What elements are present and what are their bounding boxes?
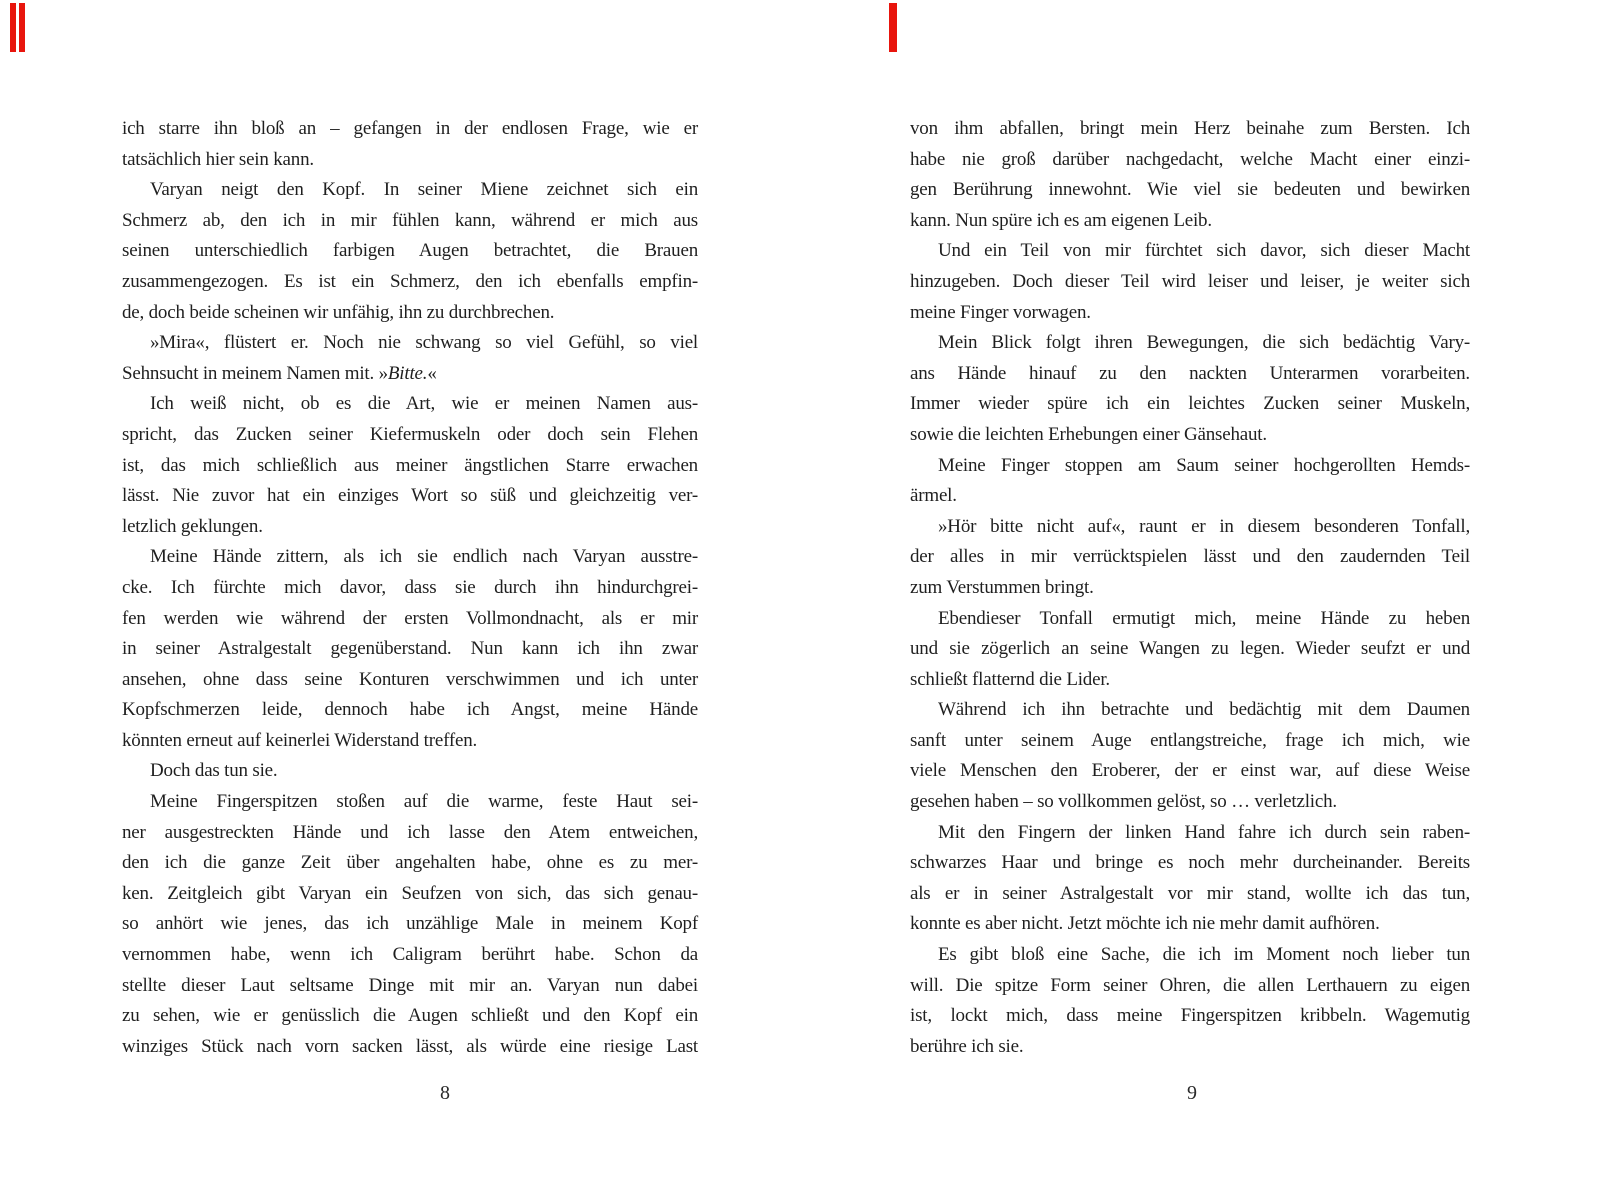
text-segment: und sie zögerlich an seine Wangen zu legen. Wieder seufzt er und xyxy=(910,638,1470,660)
text-segment: gen Berührung innewohnt. Wie viel sie bedeuten und bewirken xyxy=(910,179,1470,201)
text-line xyxy=(910,145,1470,176)
text-segment: schwarzes Haar und bringe es noch mehr durcheinander. Bereits xyxy=(910,852,1470,874)
text-segment: ärmel. xyxy=(910,485,957,507)
text-line xyxy=(910,114,1470,145)
text-line xyxy=(122,573,698,604)
text-line xyxy=(122,420,698,451)
text-segment: könnten erneut auf keinerlei Widerstand treffen. xyxy=(122,729,478,751)
text-segment: gesehen haben – so vollkommen gelöst, so … verletzlich. xyxy=(910,791,1337,813)
text-line xyxy=(122,756,698,787)
text-segment: Sehnsucht in meinem Namen mit. » xyxy=(122,362,388,384)
text-line xyxy=(122,145,698,176)
text-segment: »Hör bitte nicht auf«, raunt er in diesem besonderen Tonfall, xyxy=(938,515,1470,537)
text-segment: sanft unter seinem Auge entlangstreiche, frage ich mich, wie xyxy=(910,729,1470,751)
text-line xyxy=(910,451,1470,482)
text-line xyxy=(122,328,698,359)
text-line xyxy=(910,940,1470,971)
text-line xyxy=(910,726,1470,757)
text-line xyxy=(910,879,1470,910)
text-segment: sowie die leichten Erhebungen einer Gänsehaut. xyxy=(910,423,1267,445)
text-line xyxy=(910,236,1470,267)
text-segment: ken. Zeitgleich gibt Varyan ein Seufzen von sich, das sich genau- xyxy=(122,882,698,904)
text-segment: ich starre ihn bloß an – gefangen in der endlosen Frage, wie er xyxy=(122,118,698,139)
text-segment: der alles in mir verrücktspielen lässt und den zaudernden Teil xyxy=(910,546,1470,568)
text-line xyxy=(910,481,1470,512)
text-segment: Kopfschmerzen leide, dennoch habe ich Angst, meine Hände xyxy=(122,699,698,721)
text-line xyxy=(910,328,1470,359)
text-segment: habe nie groß darüber nachgedacht, welche Macht einer einzi- xyxy=(910,148,1470,170)
text-line xyxy=(122,389,698,420)
text-segment: spricht, das Zucken seiner Kiefermuskeln oder doch sein Flehen xyxy=(122,423,698,445)
text-line xyxy=(122,451,698,482)
text-segment: zusammengezogen. Es ist ein Schmerz, den ich ebenfalls empfin- xyxy=(122,270,698,292)
text-line xyxy=(122,542,698,573)
text-segment: winziges Stück nach vorn sacken lässt, als würde eine riesige Last xyxy=(122,1035,698,1057)
text-line xyxy=(122,695,698,726)
text-segment: ans Hände hinauf zu den nackten Unterarmen vorarbeiten. xyxy=(910,362,1470,384)
text-segment: fen werden wie während der ersten Vollmondnacht, als er mir xyxy=(122,607,698,629)
text-segment: de, doch beide scheinen wir unfähig, ihn zu durchbrechen. xyxy=(122,301,555,323)
text-segment: Ich weiß nicht, ob es die Art, wie er meinen Namen aus- xyxy=(150,393,698,415)
text-segment: stellte dieser Laut seltsame Dinge mit mir an. Varyan nun dabei xyxy=(122,974,698,996)
text-line xyxy=(122,634,698,665)
text-segment: Und ein Teil von mir fürchtet sich davor, sich dieser Macht xyxy=(938,240,1470,262)
text-line xyxy=(910,634,1470,665)
text-line xyxy=(910,787,1470,818)
text-line xyxy=(122,481,698,512)
text-line xyxy=(910,420,1470,451)
text-segment: will. Die spitze Form seiner Ohren, die allen Lerthauern zu eigen xyxy=(910,974,1470,996)
text-line xyxy=(122,909,698,940)
text-line xyxy=(910,206,1470,237)
text-line xyxy=(122,940,698,971)
text-segment: Mein Blick folgt ihren Bewegungen, die sich bedächtig Vary- xyxy=(938,332,1470,354)
text-segment: meine Finger vorwagen. xyxy=(910,301,1091,323)
text-segment: kann. Nun spüre ich es am eigenen Leib. xyxy=(910,209,1212,231)
text-line xyxy=(910,1001,1470,1032)
text-segment: ist, das mich schließlich aus meiner ängstlichen Starre erwachen xyxy=(122,454,698,476)
text-line xyxy=(122,665,698,696)
text-line xyxy=(122,604,698,635)
text-segment: Schmerz ab, den ich in mir fühlen kann, während er mich aus xyxy=(122,209,698,231)
text-segment: ist, lockt mich, dass meine Fingerspitzen kribbeln. Wagemutig xyxy=(910,1005,1470,1027)
text-segment: Ebendieser Tonfall ermutigt mich, meine Hände zu heben xyxy=(938,607,1470,629)
text-line xyxy=(122,1032,698,1063)
text-segment: Während ich ihn betrachte und bedächtig mit dem Daumen xyxy=(938,699,1470,721)
text-segment: Meine Finger stoppen am Saum seiner hochgerollten Hemds- xyxy=(938,454,1470,476)
text-segment: viele Menschen den Eroberer, der er einst war, auf diese Weise xyxy=(910,760,1470,782)
text-line xyxy=(122,971,698,1002)
text-line xyxy=(910,267,1470,298)
text-line xyxy=(122,298,698,329)
text-segment: cke. Ich fürchte mich davor, dass sie durch ihn hindurchgrei- xyxy=(122,576,698,598)
text-segment: Mit den Fingern der linken Hand fahre ich durch sein raben- xyxy=(938,821,1470,843)
text-segment: ansehen, ohne dass seine Konturen verschwimmen und ich unter xyxy=(122,668,698,690)
red-mark-left-1 xyxy=(10,3,16,52)
text-segment: zu sehen, wie er genüsslich die Augen schließt und den Kopf ein xyxy=(122,1005,698,1027)
text-segment: hinzugeben. Doch dieser Teil wird leiser und leiser, je weiter sich xyxy=(910,270,1470,292)
text-segment: als er in seiner Astralgestalt vor mir stand, wollte ich das tun, xyxy=(910,882,1470,904)
italic-text: Bitte. xyxy=(387,362,428,384)
text-line xyxy=(122,236,698,267)
text-segment: Meine Hände zittern, als ich sie endlich nach Varyan ausstre- xyxy=(150,546,698,568)
text-segment: Immer wieder spüre ich ein leichtes Zucken seiner Muskeln, xyxy=(910,393,1470,415)
text-segment: schließt flatternd die Lider. xyxy=(910,668,1110,690)
text-line xyxy=(910,175,1470,206)
text-line xyxy=(910,1032,1470,1063)
text-line xyxy=(910,359,1470,390)
text-line xyxy=(910,848,1470,879)
text-line xyxy=(122,818,698,849)
text-line xyxy=(910,971,1470,1002)
text-line xyxy=(122,359,698,390)
text-segment: « xyxy=(427,362,437,384)
red-mark-left-2 xyxy=(19,3,25,52)
page-right-text xyxy=(910,114,1470,1062)
text-segment: seinen unterschiedlich farbigen Augen betrachtet, die Brauen xyxy=(122,240,698,262)
text-segment: zum Verstummen bringt. xyxy=(910,576,1094,598)
text-line xyxy=(910,512,1470,543)
text-line xyxy=(122,114,698,145)
text-segment: Meine Fingerspitzen stoßen auf die warme, feste Haut sei- xyxy=(150,791,698,813)
text-segment: Varyan neigt den Kopf. In seiner Miene zeichnet sich ein xyxy=(150,179,698,201)
red-mark-gutter xyxy=(889,3,897,52)
text-line xyxy=(122,879,698,910)
text-segment: so anhört wie jenes, das ich unzählige Male in meinem Kopf xyxy=(122,913,698,935)
text-segment: von ihm abfallen, bringt mein Herz beinahe zum Bersten. Ich xyxy=(910,118,1470,139)
text-segment: in seiner Astralgestalt gegenüberstand. Nun kann ich ihn zwar xyxy=(122,638,698,660)
text-line xyxy=(122,512,698,543)
text-line xyxy=(910,665,1470,696)
text-line xyxy=(122,1001,698,1032)
text-line xyxy=(122,726,698,757)
text-line xyxy=(122,175,698,206)
text-segment: »Mira«, flüstert er. Noch nie schwang so viel Gefühl, so viel xyxy=(150,332,698,354)
page-number-left: 8 xyxy=(440,1082,450,1104)
text-segment: ner ausgestreckten Hände und ich lasse den Atem entweichen, xyxy=(122,821,698,843)
text-line xyxy=(122,206,698,237)
text-line xyxy=(910,298,1470,329)
text-line xyxy=(122,848,698,879)
text-segment: letzlich geklungen. xyxy=(122,515,263,537)
text-line xyxy=(910,818,1470,849)
text-segment: Doch das tun sie. xyxy=(150,760,278,782)
text-line xyxy=(910,909,1470,940)
text-segment: berühre ich sie. xyxy=(910,1035,1024,1057)
page-left-text xyxy=(122,114,698,1062)
text-line xyxy=(910,695,1470,726)
text-line xyxy=(122,787,698,818)
text-line xyxy=(910,604,1470,635)
text-segment: konnte es aber nicht. Jetzt möchte ich nie mehr damit aufhören. xyxy=(910,913,1380,935)
text-line xyxy=(910,389,1470,420)
page-number-right: 9 xyxy=(1187,1082,1197,1104)
text-segment: den ich die ganze Zeit über angehalten habe, ohne es zu mer- xyxy=(122,852,698,874)
text-line xyxy=(122,267,698,298)
text-segment: lässt. Nie zuvor hat ein einziges Wort so süß und gleichzeitig ver- xyxy=(122,485,698,507)
text-line xyxy=(910,573,1470,604)
text-segment: vernommen habe, wenn ich Caligram berührt habe. Schon da xyxy=(122,944,698,966)
text-line xyxy=(910,756,1470,787)
text-segment: tatsächlich hier sein kann. xyxy=(122,148,314,170)
text-segment: Es gibt bloß eine Sache, die ich im Moment noch lieber tun xyxy=(938,944,1470,966)
text-line xyxy=(910,542,1470,573)
